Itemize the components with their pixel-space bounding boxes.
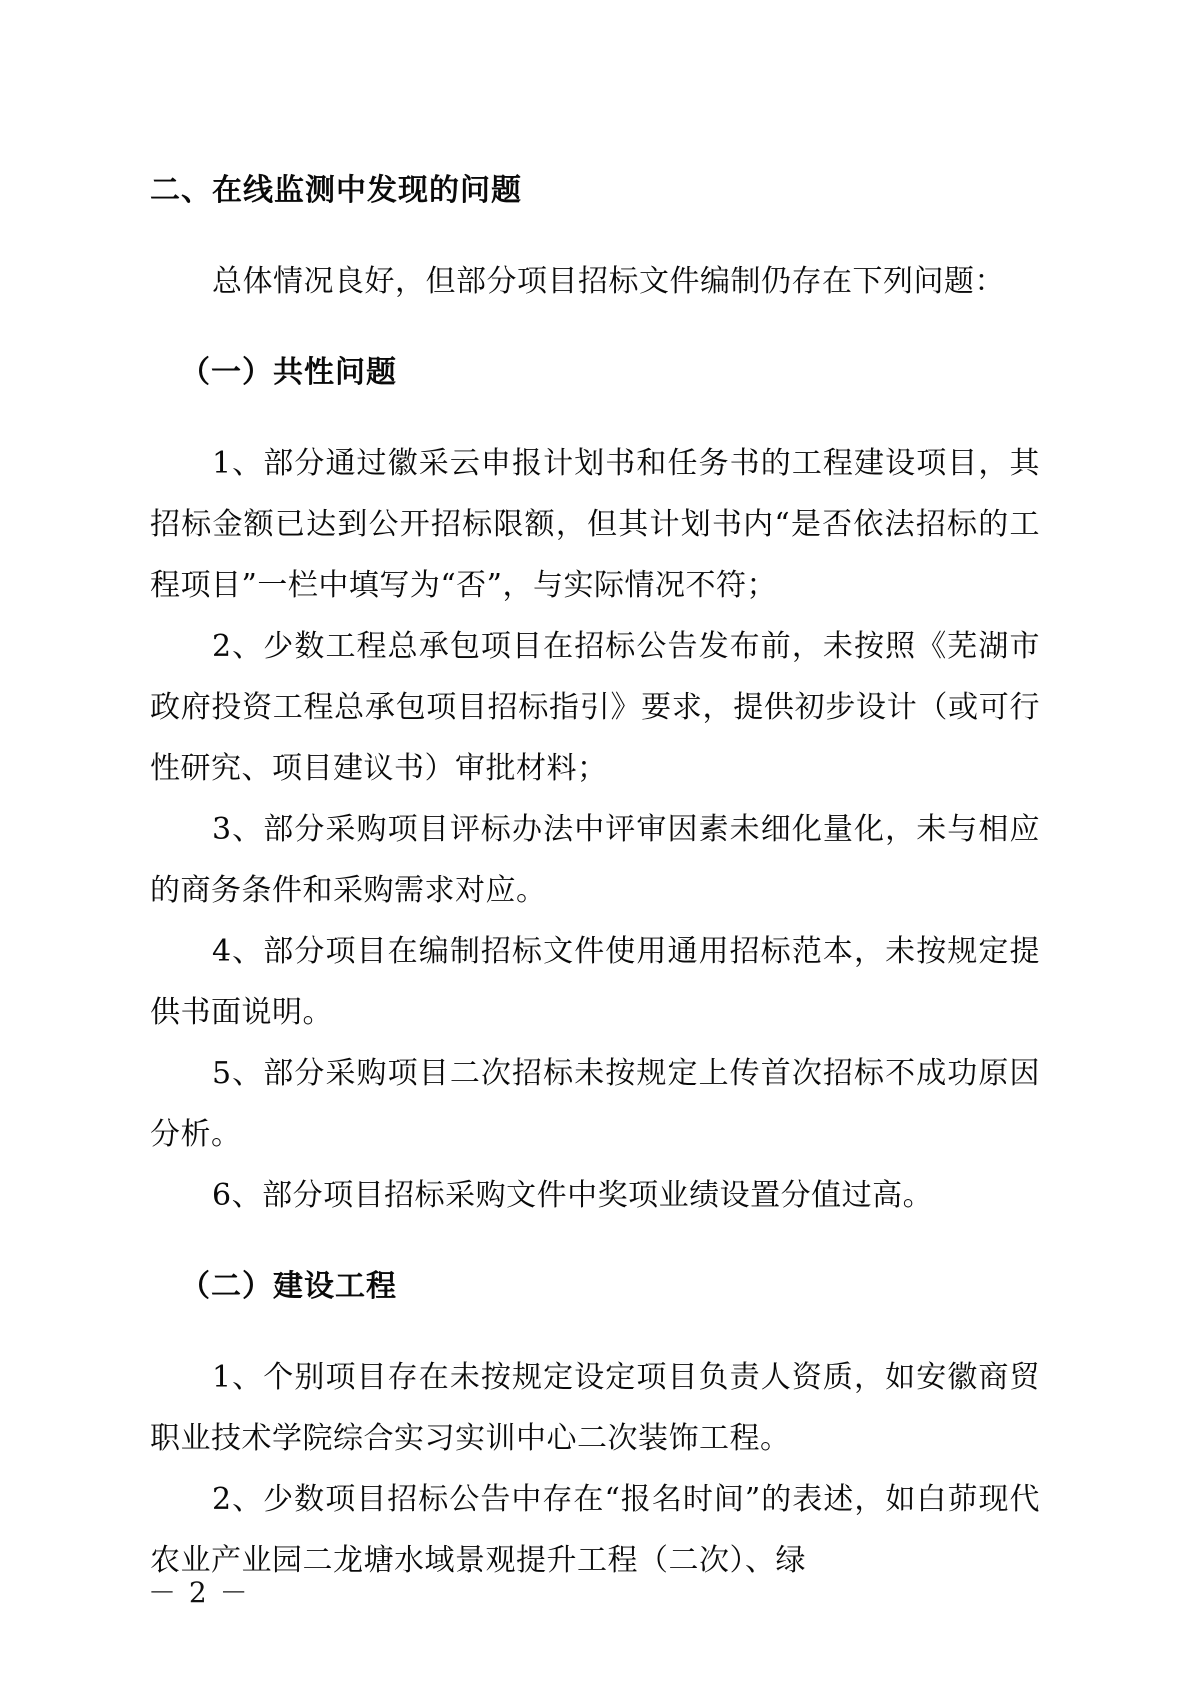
subsection-one-title: （一）共性问题 <box>180 355 397 390</box>
list-item: 4、部分项目在编制招标文件使用通用招标范本，未按规定提供书面说明。 <box>150 934 1040 1030</box>
list-item: 6、部分项目招标采购文件中奖项业绩设置分值过高。 <box>212 1178 934 1213</box>
list-item: 1、个别项目存在未按规定设定项目负责人资质，如安徽商贸职业技术学院综合实习实训中心二次装饰工程。 <box>150 1360 1040 1456</box>
list-item: 2、少数项目招标公告中存在“报名时间”的表述，如白茆现代农业产业园二龙塘水域景观提升工程（二次）、绿 <box>150 1482 1040 1578</box>
subsection-two-title: （二）建设工程 <box>180 1269 397 1304</box>
list-item: 1、部分通过徽采云申报计划书和任务书的工程建设项目，其招标金额已达到公开招标限额，但其计划书内“是否依法招标的工程项目”一栏中填写为“否”，与实际情况不符； <box>150 446 1040 603</box>
intro-paragraph: 总体情况良好，但部分项目招标文件编制仍存在下列问题： <box>212 264 1005 299</box>
page-number: － 2 － <box>148 1576 250 1609</box>
list-item: 5、部分采购项目二次招标未按规定上传首次招标不成功原因分析。 <box>150 1056 1040 1152</box>
section-heading: 二、在线监测中发现的问题 <box>150 173 522 208</box>
list-item: 2、少数工程总承包项目在招标公告发布前，未按照《芜湖市政府投资工程总承包项目招标指引》要求，提供初步设计（或可行性研究、项目建议书）审批材料； <box>150 629 1040 786</box>
list-item: 3、部分采购项目评标办法中评审因素未细化量化，未与相应的商务条件和采购需求对应。 <box>150 812 1040 908</box>
